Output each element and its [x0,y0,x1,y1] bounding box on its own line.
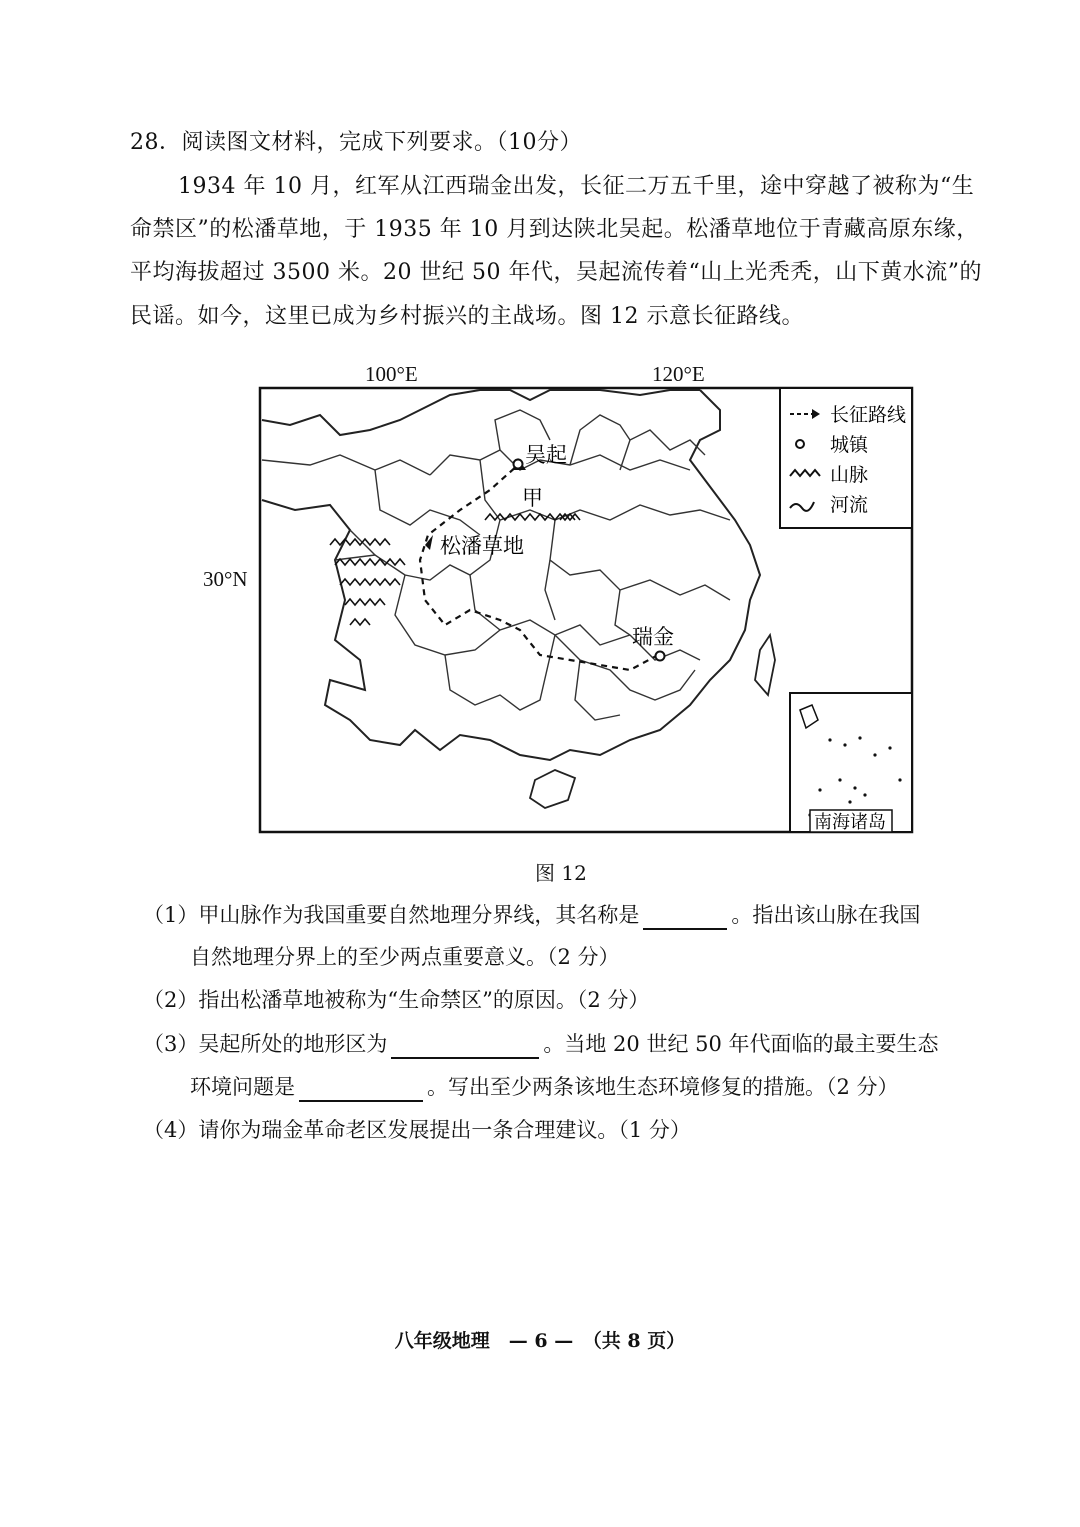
label-ruijin: 瑞金 [632,626,674,649]
q3-terrain-blank[interactable] [391,1033,539,1059]
subquestion-1-line-1 [143,900,920,930]
legend-label-river: 河流 [830,495,869,516]
map-svg [200,360,930,840]
subquestion-1-line-2: 自然地理分界上的至少两点重要意义。（2 分） [190,945,620,969]
subquestion-3-line-1 [143,1029,939,1059]
label-songpan: 松潘草地 [440,535,524,558]
q1-answer-blank[interactable] [643,904,727,930]
legend-label-route: 长征路线 [830,405,907,426]
legend-label-town: 城镇 [830,435,869,456]
q3-text-a: （3）吴起所处的地形区为 [143,1032,388,1056]
q3-text-c: 环境问题是 [190,1075,295,1099]
paragraph-line-1: 1934 年 10 月，红军从江西瑞金出发，长征二万五千里，途中穿越了被称为“生 [178,174,975,199]
paragraph-line-4: 民谣。如今，这里已成为乡村振兴的主战场。图 12 示意长征路线。 [130,304,804,329]
label-wuqi: 吴起 [525,444,567,467]
subquestion-4: （4）请你为瑞金革命老区发展提出一条合理建议。（1 分） [143,1118,691,1142]
q3-problem-blank[interactable] [299,1076,423,1102]
q3-text-d: 。写出至少两条该地生态环境修复的措施。（2 分） [427,1075,899,1099]
q1-text-b: 。指出该山脉在我国 [731,903,921,927]
question-heading: 28．阅读图文材料，完成下列要求。（10分） [130,130,582,155]
label-jia: 甲 [522,487,543,510]
q3-text-b: 。当地 20 世纪 50 年代面临的最主要生态 [543,1032,939,1056]
lon-label-100: 100°E [365,362,418,386]
subquestion-2: （2）指出松潘草地被称为“生命禁区”的原因。（2 分） [143,988,650,1012]
map-figure [200,360,930,840]
lon-label-120: 120°E [652,362,705,386]
wuqi-town-marker [514,460,523,469]
inset-label: 南海诸岛 [814,812,886,832]
ruijin-town-marker [656,652,665,661]
subquestion-3-line-2 [190,1072,899,1102]
legend-label-mountain: 山脉 [830,465,869,486]
page-footer: 八年级地理 — 6 — （共 8 页） [394,1330,686,1352]
figure-caption: 图 12 [535,861,587,885]
paragraph-line-3: 平均海拔超过 3500 米。20 世纪 50 年代，吴起流传着“山上光秃秃，山下黄水流”的 [130,260,982,285]
lat-label-30: 30°N [203,567,248,591]
paragraph-line-2: 命禁区”的松潘草地，于 1935 年 10 月到达陕北吴起。松潘草地位于青藏高原东缘， [130,217,979,242]
q1-text-a: （1）甲山脉作为我国重要自然地理分界线，其名称是 [143,903,640,927]
